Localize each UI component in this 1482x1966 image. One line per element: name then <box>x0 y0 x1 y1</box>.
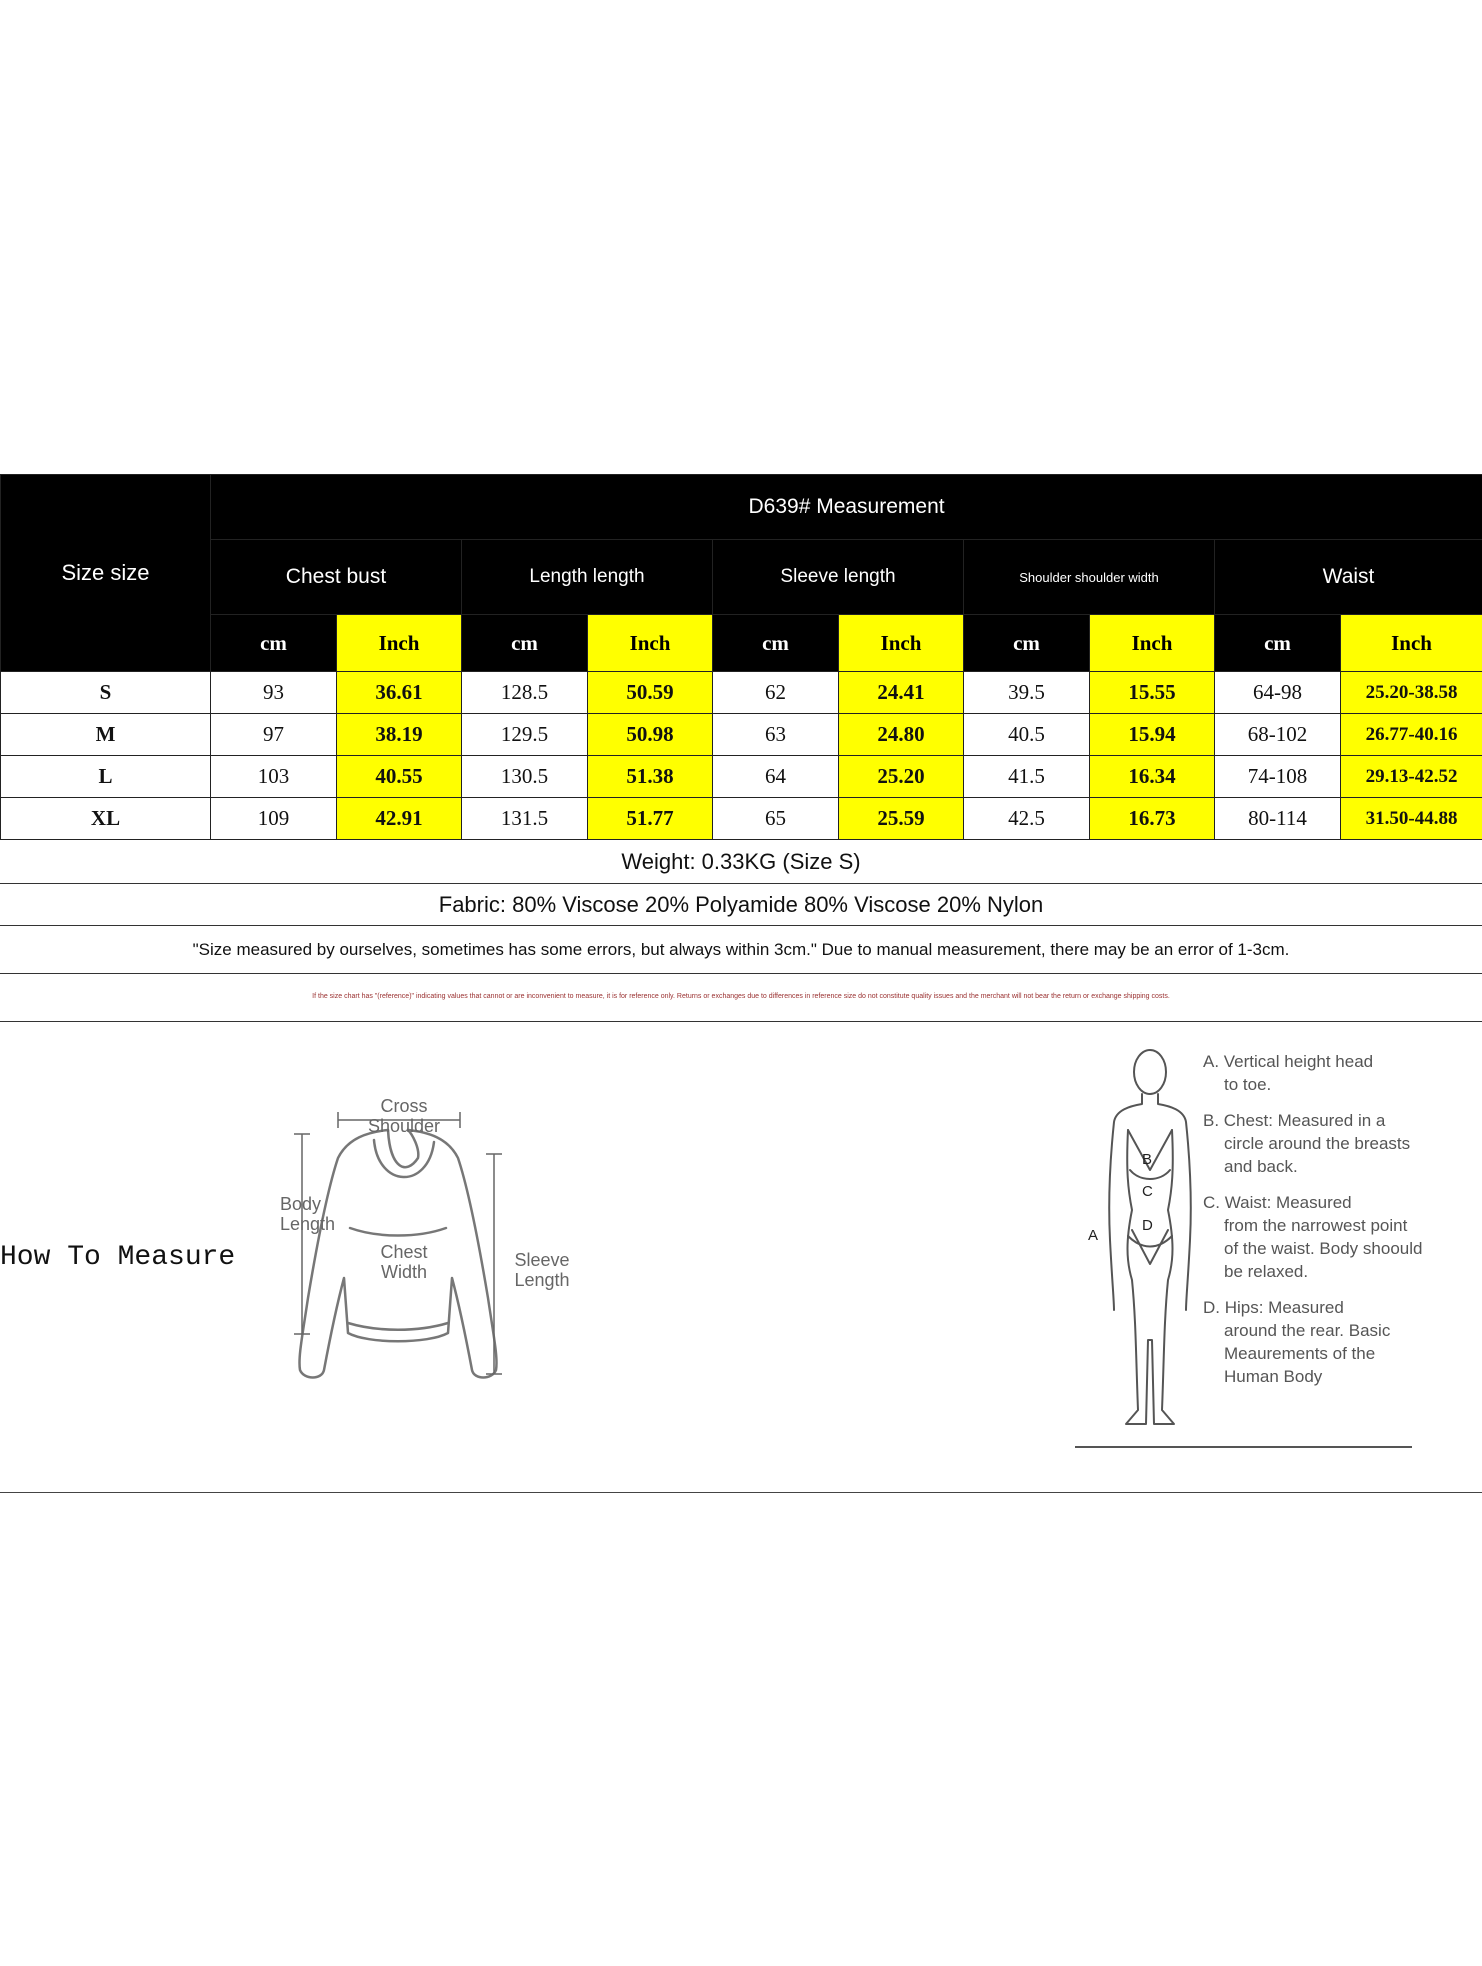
sleeve-inch-cell: 24.80 <box>839 714 964 756</box>
table-row <box>1 714 1482 756</box>
label-cross: Cross <box>380 1098 428 1116</box>
label-width: Width <box>380 1262 428 1282</box>
marker-b: B <box>1142 1151 1153 1168</box>
chest-inch-cell: 36.61 <box>337 672 462 714</box>
group-length: Length length <box>462 540 713 615</box>
group-waist: Waist <box>1215 540 1482 615</box>
shoulder-cm-cell: 39.5 <box>964 672 1090 714</box>
marker-a: A <box>1088 1227 1099 1244</box>
shoulder-cm-cell: 40.5 <box>964 714 1090 756</box>
unit-cm: cm <box>713 615 839 672</box>
garment-diagram <box>278 1098 618 1398</box>
length-cm-cell: 130.5 <box>462 756 588 798</box>
chest-cm-cell: 109 <box>211 798 337 840</box>
label-length: Length <box>280 1214 336 1234</box>
note-d <box>1203 1296 1423 1388</box>
waist-cm-cell: 80-114 <box>1215 798 1341 840</box>
fabric-line: Fabric: 80% Viscose 20% Polyamide 80% Viscose 20% Nylon <box>0 884 1482 926</box>
unit-cm: cm <box>462 615 588 672</box>
size-cell: XL <box>1 798 211 840</box>
how-to-measure-title: How To Measure <box>0 1242 236 1273</box>
group-sleeve-length: Sleeve length <box>713 540 964 615</box>
table-row <box>1 798 1482 840</box>
weight-line: Weight: 0.33KG (Size S) <box>0 840 1482 884</box>
note-d-line1: D. Hips: Measured <box>1203 1298 1344 1317</box>
label-body: Body <box>280 1194 322 1214</box>
unit-cm: cm <box>1215 615 1341 672</box>
unit-cm: cm <box>964 615 1090 672</box>
body-diagram <box>1070 1040 1220 1440</box>
body-underline <box>1075 1446 1412 1448</box>
sleeve-cm-cell: 62 <box>713 672 839 714</box>
unit-inch: Inch <box>1090 615 1215 672</box>
label-shoulder: Shoulder <box>367 1116 441 1136</box>
size-header: Size size <box>1 475 211 672</box>
unit-inch: Inch <box>337 615 462 672</box>
size-chart-table <box>0 474 1482 840</box>
note-b <box>1203 1109 1423 1178</box>
group-chest-bust: Chest bust <box>211 540 462 615</box>
marker-c: C <box>1142 1183 1153 1200</box>
chest-inch-cell: 38.19 <box>337 714 462 756</box>
fine-print: If the size chart has "(reference)" indicating values that cannot or are inconvenient to measure, it is for reference only. Returns or exchanges due to differences in reference size do not constitute quality issues and the merchant will not bear the return or exchange shipping costs. <box>0 974 1482 1022</box>
unit-inch: Inch <box>588 615 713 672</box>
note-a-line2: to toe. <box>1224 1075 1272 1094</box>
shoulder-inch-cell: 16.73 <box>1090 798 1215 840</box>
note-a <box>1203 1050 1423 1096</box>
shoulder-cm-cell: 41.5 <box>964 756 1090 798</box>
label-sleeve: Sleeve <box>514 1250 570 1270</box>
sleeve-cm-cell: 65 <box>713 798 839 840</box>
waist-inch-cell: 26.77-40.16 <box>1341 714 1482 756</box>
sleeve-cm-cell: 64 <box>713 756 839 798</box>
note-c <box>1203 1191 1423 1283</box>
note-c-line1: C. Waist: Measured <box>1203 1193 1352 1212</box>
note-b-line2: circle around the breasts and back. <box>1224 1134 1411 1176</box>
length-cm-cell: 129.5 <box>462 714 588 756</box>
note-b-line1: B. Chest: Measured in a <box>1203 1111 1386 1130</box>
sleeve-cm-cell: 63 <box>713 714 839 756</box>
waist-inch-cell: 25.20-38.58 <box>1341 672 1482 714</box>
shoulder-cm-cell: 42.5 <box>964 798 1090 840</box>
shoulder-inch-cell: 15.94 <box>1090 714 1215 756</box>
body-measure-notes <box>1203 1050 1423 1401</box>
unit-inch: Inch <box>1341 615 1482 672</box>
length-inch-cell: 51.38 <box>588 756 713 798</box>
group-shoulder-width: Shoulder shoulder width <box>964 540 1215 615</box>
human-body-icon <box>1109 1050 1191 1424</box>
chest-cm-cell: 97 <box>211 714 337 756</box>
chest-inch-cell: 40.55 <box>337 756 462 798</box>
chest-inch-cell: 42.91 <box>337 798 462 840</box>
note-c-line2: from the narrowest point of the waist. Body shoould be relaxed. <box>1224 1216 1423 1281</box>
length-cm-cell: 131.5 <box>462 798 588 840</box>
size-cell: S <box>1 672 211 714</box>
waist-inch-cell: 29.13-42.52 <box>1341 756 1482 798</box>
waist-inch-cell: 31.50-44.88 <box>1341 798 1482 840</box>
waist-cm-cell: 74-108 <box>1215 756 1341 798</box>
label-chest: Chest <box>380 1242 428 1262</box>
waist-cm-cell: 64-98 <box>1215 672 1341 714</box>
unit-inch: Inch <box>839 615 964 672</box>
unit-cm: cm <box>211 615 337 672</box>
measurement-note: "Size measured by ourselves, sometimes has some errors, but always within 3cm." Due to manual measurement, there may be an error of 1-3cm. <box>0 926 1482 974</box>
shoulder-inch-cell: 15.55 <box>1090 672 1215 714</box>
waist-cm-cell: 68-102 <box>1215 714 1341 756</box>
marker-d: D <box>1142 1217 1153 1234</box>
note-d-line2: around the rear. Basic Meaurements of the Human Body <box>1224 1321 1391 1386</box>
sleeve-inch-cell: 24.41 <box>839 672 964 714</box>
sleeve-inch-cell: 25.20 <box>839 756 964 798</box>
chest-cm-cell: 93 <box>211 672 337 714</box>
length-inch-cell: 50.59 <box>588 672 713 714</box>
length-inch-cell: 50.98 <box>588 714 713 756</box>
label-sleeve-length: Length <box>514 1270 570 1290</box>
table-row <box>1 756 1482 798</box>
chest-cm-cell: 103 <box>211 756 337 798</box>
length-cm-cell: 128.5 <box>462 672 588 714</box>
note-a-line1: A. Vertical height head <box>1203 1052 1374 1071</box>
shoulder-inch-cell: 16.34 <box>1090 756 1215 798</box>
sleeve-inch-cell: 25.59 <box>839 798 964 840</box>
size-cell: M <box>1 714 211 756</box>
section-divider <box>0 1492 1482 1493</box>
table-title: D639# Measurement <box>211 475 1482 540</box>
size-cell: L <box>1 756 211 798</box>
table-row <box>1 672 1482 714</box>
length-inch-cell: 51.77 <box>588 798 713 840</box>
